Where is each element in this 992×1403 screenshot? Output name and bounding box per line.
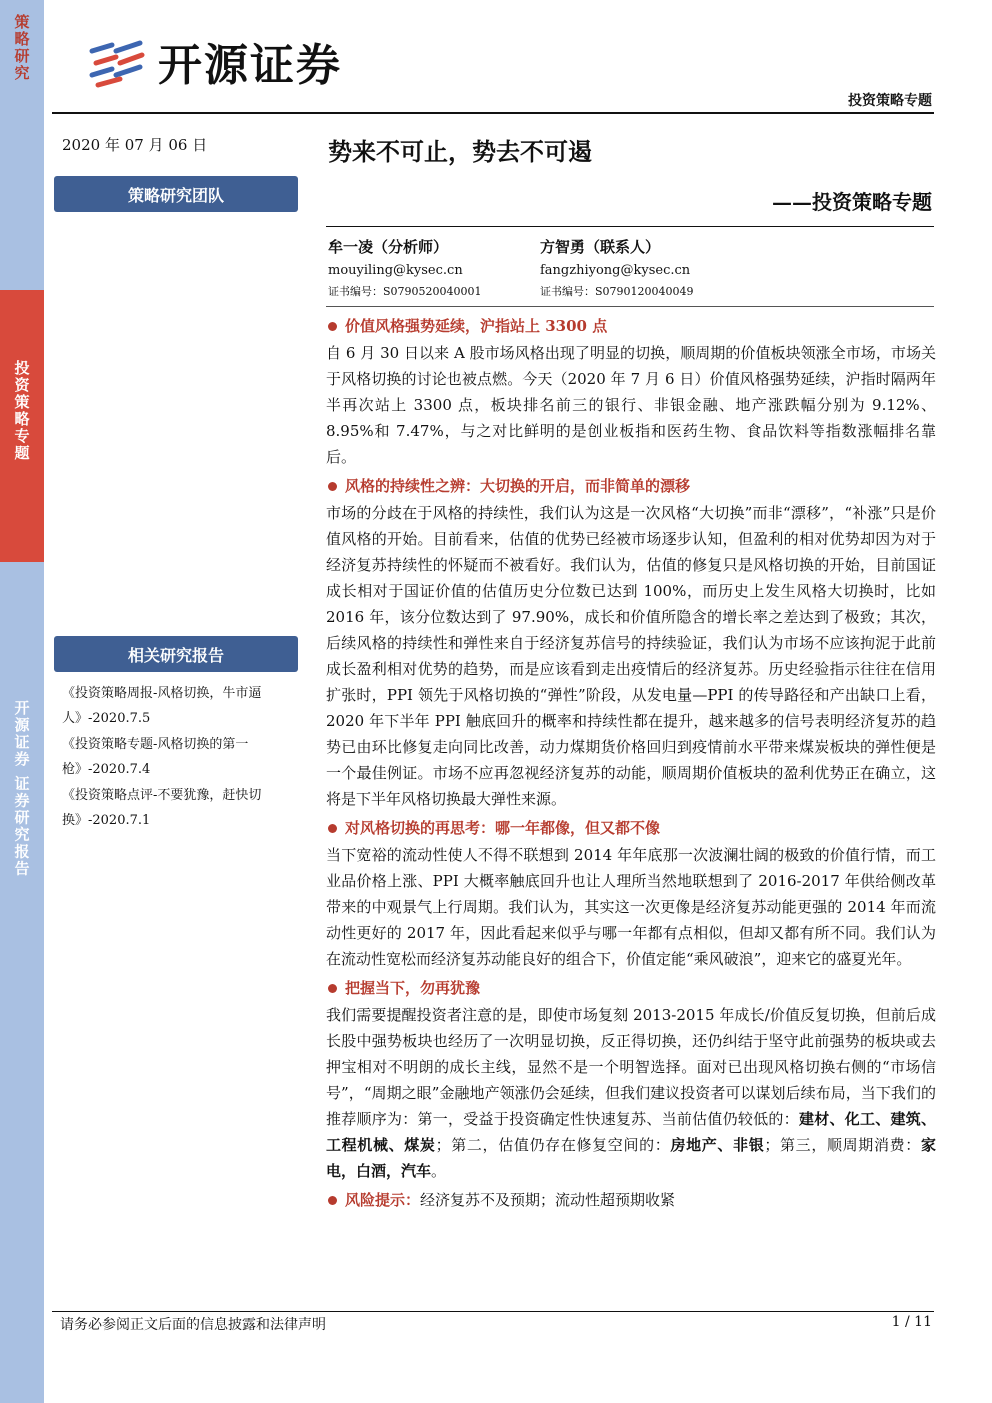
paragraph-text: ；第二，估值仍存在修复空间的：	[435, 1136, 671, 1154]
section-heading	[326, 814, 936, 842]
side-segment-strategy	[0, 0, 44, 290]
author-email[interactable]: mouyiling@kysec.cn	[328, 263, 463, 278]
paragraph-text: 我们需要提醒投资者注意的是，即使市场复刻 2013-2015 年成长/价值反复切换，但前后成长股中强势板块也经历了一次明显切换，反正得切换，还仍纠结于坚守此前强势的板块或去押宝相对不明朗的成长主线，显然不是一个明智选择。面对已出现风格切换右侧的“市场信号”，“周期之眼”金融地产领涨仍会延续，但我们建议投资者可以谋划后续布局，当下我们的推荐顺序为：第一，受益于投资确定性快速复苏、当前估值仍较低的：	[326, 1006, 936, 1128]
related-report-item[interactable]: 《投资策略周报-风格切换，牛市逼人》-2020.7.5	[62, 686, 262, 726]
side-segment-topic	[0, 290, 44, 562]
section-paragraph: 市场的分歧在于风格的持续性，我们认为这是一次风格“大切换”而非“漂移”，“补涨”只是价值风格的开始。目前看来，估值的优势已经被市场逐步认知，但盈利的相对优势却因为对于经济复苏持续性的怀疑而不被看好。我们认为，估值的修复只是风格切换的开始，目前国证成长相对于国证价值的估值历史分位数已达到 100%，而历史上发生风格大切换时，比如 2016 年，该分位数达到了 97.90%，成长和价值所隐含的增长率之差达到了极致；其次，后续风格的持续性和弹性来自于经济复苏信号的持续验证，我们认为市场不应该拘泥于此前成长盈利相对优势的趋势，而是应该看到走出疫情后的经济复苏。历史经验指示往往在信用扩张时，PPI 领先于风格切换的“弹性”阶段，从发电量—PPI 的传导路径和产出缺口上看，2020 年下半年 PPI 触底回升的概率和持续性都在提升，越来越多的信号表明经济复苏的趋势已由环比修复走向同比改善，动力煤期货价格回归到疫情前水平带来煤炭板块的弹性便是一个最佳例证。市场不应再忽视经济复苏的动能，顺周期价值板块的盈利优势正在确立，这将是下半年风格切换最大弹性来源。	[326, 504, 936, 808]
footer-divider	[52, 1311, 934, 1312]
side-segment-report	[0, 562, 44, 1403]
report-title: 势来不可止，势去不可遏	[328, 137, 592, 166]
side-banner	[0, 0, 44, 1403]
header-divider	[52, 112, 934, 114]
related-reports-label: 相关研究报告	[54, 636, 298, 672]
recommended-sectors-2: 房地产、非银	[670, 1136, 765, 1154]
logo-text: 开源证券	[158, 40, 342, 91]
recommended-sectors-1: 建材、化工、建筑、工程机械、煤炭	[326, 1110, 936, 1154]
logo-mark-icon	[86, 31, 146, 91]
author-name: 牟一凌（分析师）	[328, 238, 449, 256]
header-category: 投资策略专题	[848, 93, 932, 109]
author-cert: 证书编号：S0790120040049	[540, 285, 694, 298]
related-report-item[interactable]: 《投资策略专题-风格切换的第一枪》-2020.7.4	[62, 737, 249, 777]
paragraph-text: ；第三，顺周期消费：	[764, 1136, 921, 1154]
report-subtitle: ——投资策略专题	[772, 190, 932, 214]
paragraph-text: 。	[431, 1162, 447, 1180]
section-heading-text: 对风格切换的再思考：哪一年都像，但又都不像	[345, 819, 661, 837]
section-paragraph: 当下宽裕的流动性使人不得不联想到 2014 年年底那一次波澜壮阔的极致的价值行情，而工业品价格上涨、PPI 大概率触底回升也让人理所当然地联想到了 2016-2017 年供给侧改革带来的中观景气上行周期。我们认为，其实这一次更像是经济复苏动能更强的 2014 年而流动性更好的 2017 年，因此看起来似乎与哪一年都有点相似，但却又都有所不同。我们认为在流动性宽松而经济复苏动能良好的组合下，价值定能“乘风破浪”，迎来它的盛夏光年。	[326, 846, 936, 968]
section-heading-text: 风格的持续性之辨：大切换的开启，而非简单的漂移	[345, 477, 691, 495]
bullet-icon	[328, 482, 337, 491]
section-paragraph: 自 6 月 30 日以来 A 股市场风格出现了明显的切换，顺周期的价值板块领涨全市场，市场关于风格切换的讨论也被点燃。今天（2020 年 7 月 6 日）价值风格强势延续，沪指时隔两年半再次站上 3300 点，板块排名前三的银行、非银金融、地产涨跌幅分别为 9.12%、8.95%和 7.47%，与之对比鲜明的是创业板指和医药生物、食品饮料等指数涨幅排名靠后。	[326, 344, 936, 466]
title-divider	[326, 226, 934, 227]
related-report-item[interactable]: 《投资策略点评-不要犹豫，赶快切换》-2020.7.1	[62, 788, 262, 828]
risk-label: 风险提示：	[345, 1191, 421, 1209]
author-email[interactable]: fangzhiyong@kysec.cn	[540, 263, 691, 278]
section-heading	[326, 974, 936, 1002]
team-label: 策略研究团队	[54, 176, 298, 212]
section-paragraph	[326, 1002, 936, 1184]
bullet-icon	[328, 984, 337, 993]
bullet-icon	[328, 322, 337, 331]
related-reports-list	[62, 682, 314, 835]
risk-text: 经济复苏不及预期；流动性超预期收紧	[420, 1191, 676, 1209]
bullet-icon	[328, 824, 337, 833]
authors-divider	[326, 306, 934, 307]
section-heading-text: 把握当下，勿再犹豫	[345, 979, 481, 997]
author-name: 方智勇（联系人）	[540, 238, 661, 256]
risk-notice	[326, 1186, 936, 1214]
author-cert: 证书编号：S0790520040001	[328, 285, 482, 298]
author-block	[328, 236, 482, 299]
section-heading-text: 价值风格强势延续，沪指站上 3300 点	[345, 317, 608, 335]
side-segment-report-text: 开源证券 证券研究报告	[12, 700, 31, 878]
footer-disclaimer: 请务必参阅正文后面的信息披露和法律声明	[60, 1317, 326, 1333]
side-segment-strategy-text: 策略研究	[12, 14, 31, 82]
section-heading	[326, 472, 936, 500]
author-block	[540, 236, 694, 299]
side-segment-topic-text: 投资策略专题	[12, 360, 31, 462]
report-date: 2020 年 07 月 06 日	[62, 136, 208, 154]
report-body	[326, 312, 936, 1214]
bullet-icon	[328, 1196, 337, 1205]
section-heading	[326, 312, 936, 340]
company-logo	[86, 28, 342, 94]
recommended-sectors-3: 家电，白酒，汽车	[326, 1136, 936, 1180]
page-number: 1 / 11	[891, 1314, 932, 1330]
